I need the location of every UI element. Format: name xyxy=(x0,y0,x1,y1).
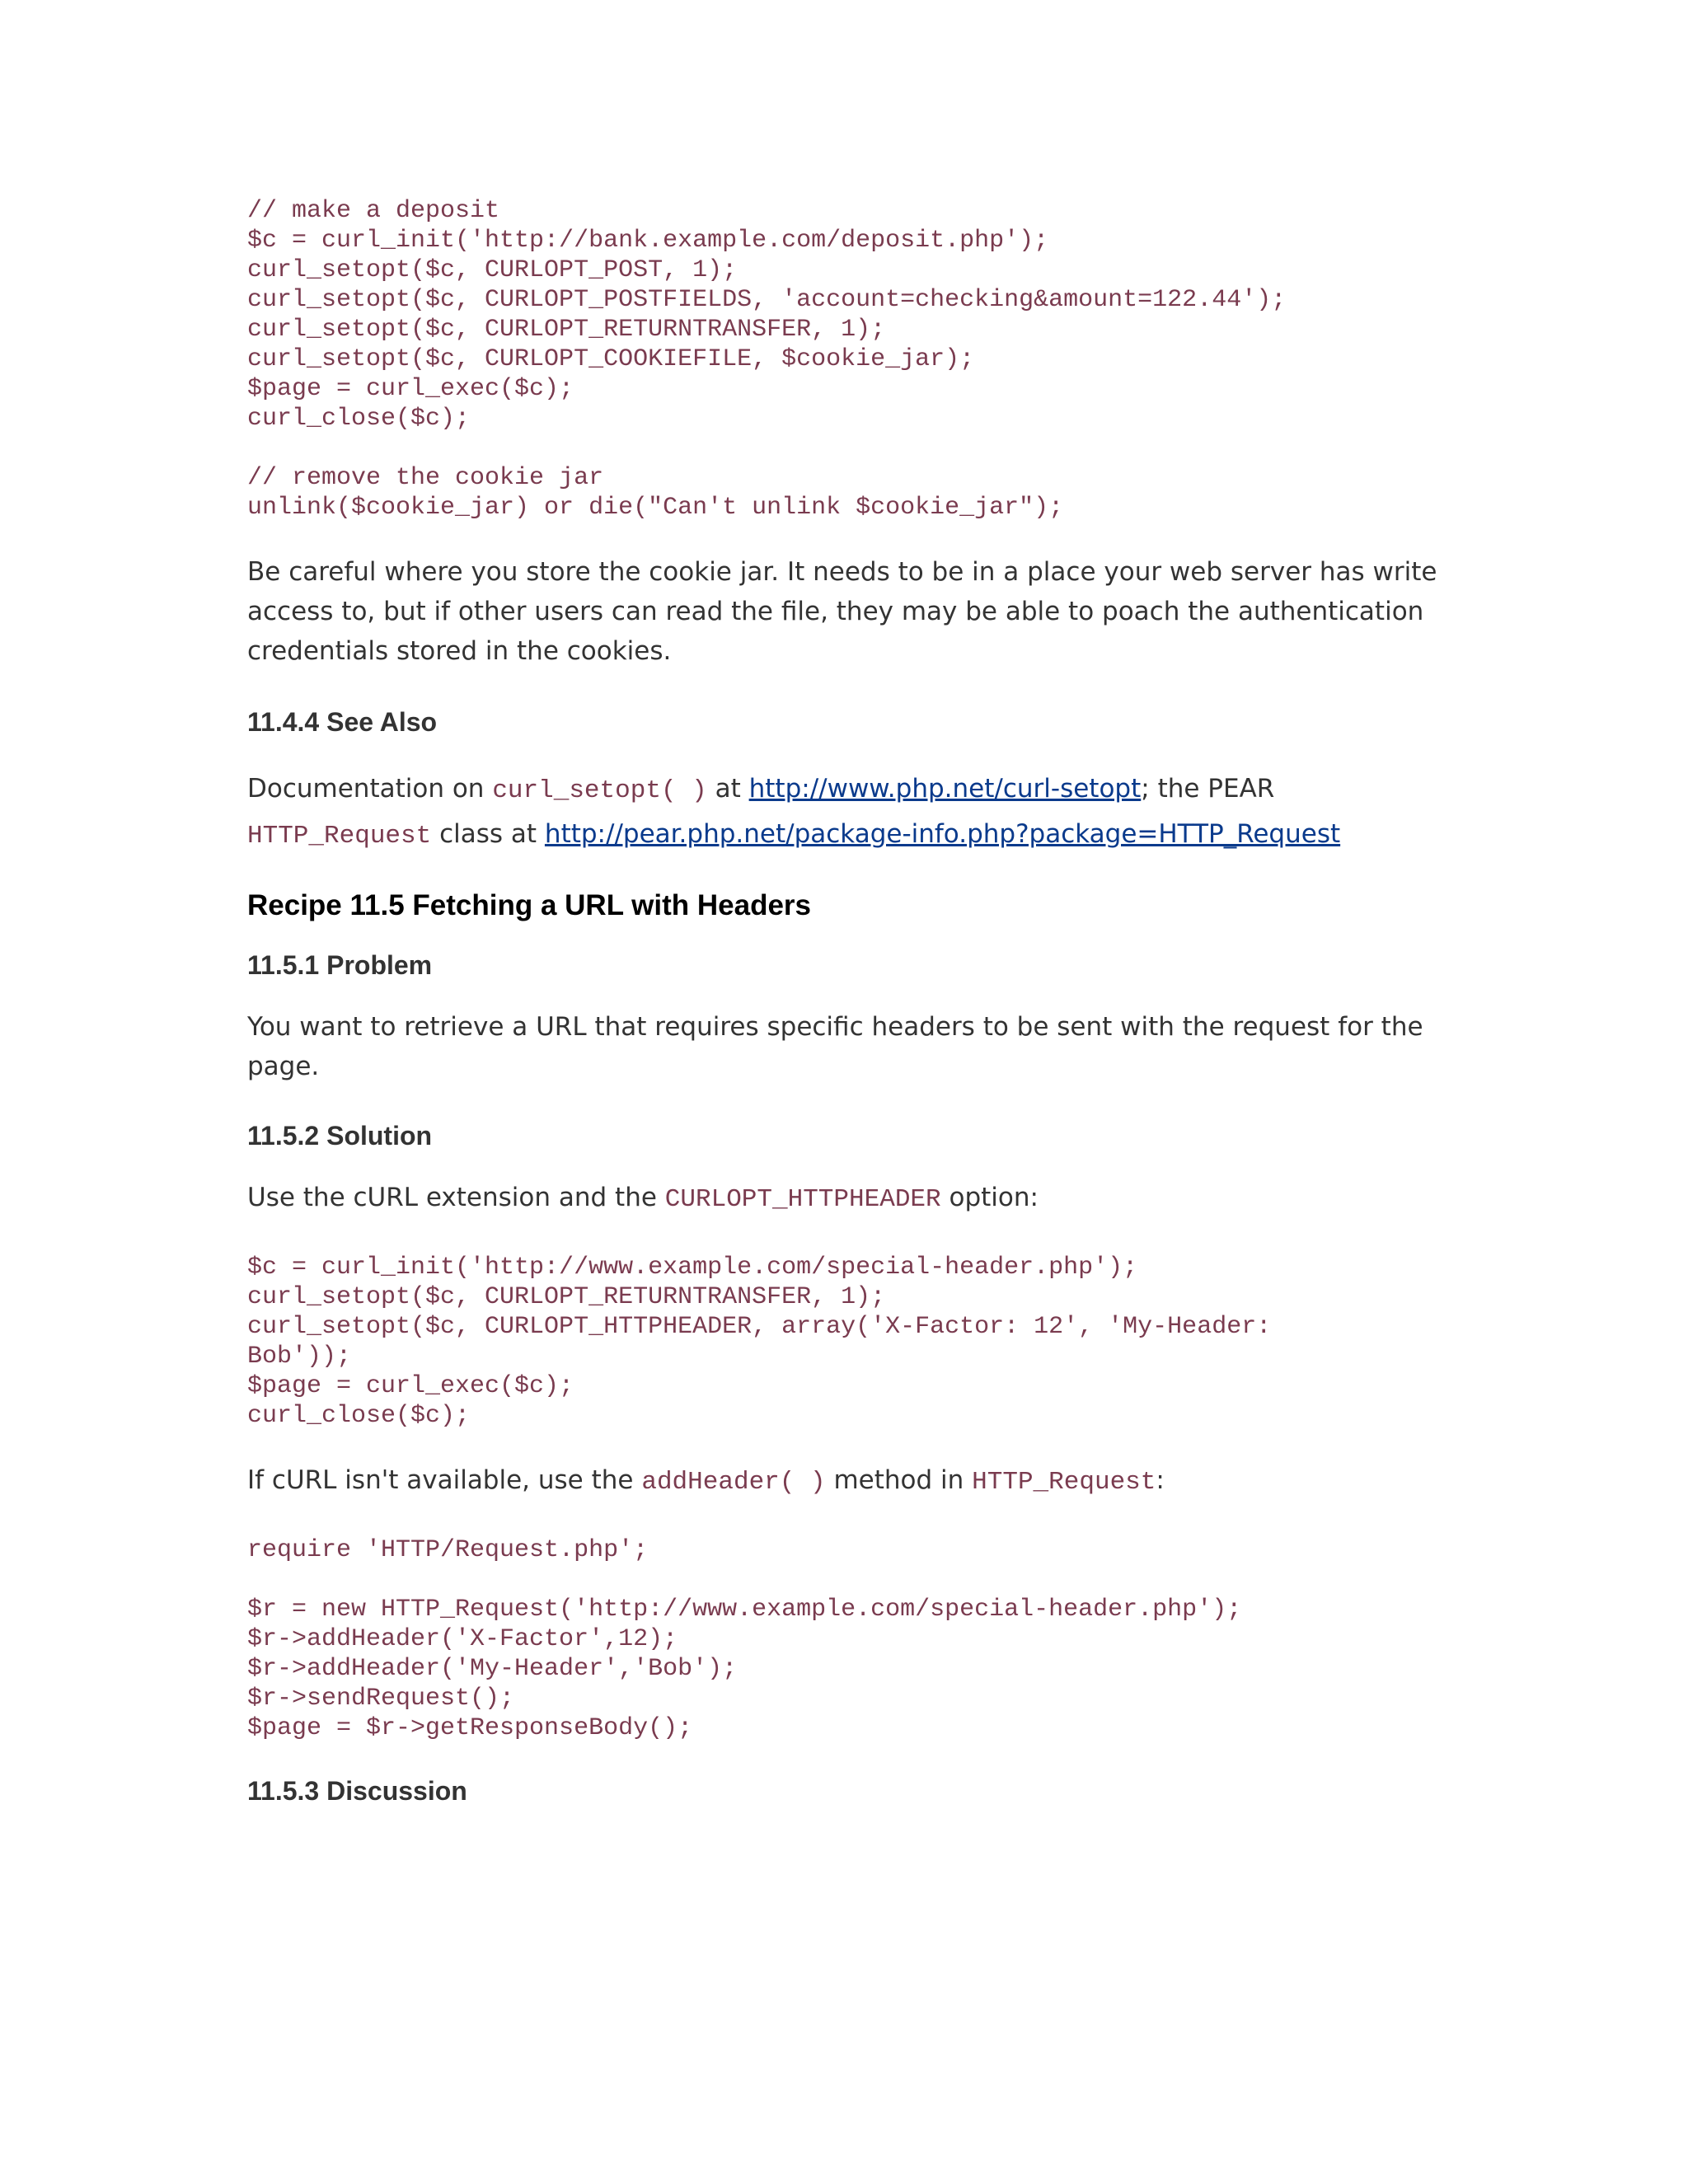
code-line: $c = curl_init('http://www.example.com/special-header.php'); xyxy=(247,1254,1138,1282)
code-line: // make a deposit xyxy=(247,197,500,225)
see-also-text: at xyxy=(706,774,749,804)
code-line: curl_setopt($c, CURLOPT_POSTFIELDS, 'account=checking&amount=122.44'); xyxy=(247,286,1287,314)
code-line: $c = curl_init('http://bank.example.com/deposit.php'); xyxy=(247,227,1049,255)
solution-text: Use the cURL extension and the xyxy=(247,1183,665,1212)
code-block-http-request xyxy=(247,1535,1451,1743)
code-line: require 'HTTP/Request.php'; xyxy=(247,1536,649,1564)
link-php-curl-setopt[interactable]: http://www.php.net/curl-setopt xyxy=(748,774,1142,804)
see-also-text: ; the PEAR xyxy=(1141,774,1275,804)
see-also-paragraph xyxy=(247,767,1451,858)
problem-paragraph: You want to retrieve a URL that requires specific headers to be sent with the request for the page. xyxy=(247,1012,1423,1081)
document-page xyxy=(247,196,1451,1807)
inline-code-curlopt-httpheader: CURLOPT_HTTPHEADER xyxy=(664,1185,941,1214)
code-block-deposit xyxy=(247,196,1451,523)
code-blank-line xyxy=(247,1565,1451,1595)
code-line: curl_setopt($c, CURLOPT_RETURNTRANSFER, 1); xyxy=(247,1283,886,1311)
see-also-text: Documentation on xyxy=(247,774,493,804)
code-line: $page = curl_exec($c); xyxy=(247,1372,574,1400)
discussion-heading: 11.5.3 Discussion xyxy=(247,1776,467,1806)
code-line: curl_setopt($c, CURLOPT_RETURNTRANSFER, 1); xyxy=(247,316,886,344)
solution-text: option: xyxy=(940,1183,1039,1212)
cookie-warning-paragraph: Be careful where you store the cookie jar. It needs to be in a place your web server has write access to, but if other users can read the file, they may be able to poach the authentication credentials stored in the cookies. xyxy=(247,557,1437,666)
code-line: curl_close($c); xyxy=(247,405,471,433)
code-line: curl_setopt($c, CURLOPT_COOKIEFILE, $cookie_jar); xyxy=(247,345,975,373)
solution-heading: 11.5.2 Solution xyxy=(247,1121,433,1151)
code-line: Bob')); xyxy=(247,1343,352,1371)
fallback-text: : xyxy=(1156,1465,1165,1495)
code-line: $r->addHeader('My-Header','Bob'); xyxy=(247,1655,738,1683)
link-pear-http-request[interactable]: http://pear.php.net/package-info.php?package=HTTP_Request xyxy=(544,819,1341,849)
code-line: curl_close($c); xyxy=(247,1402,471,1430)
code-line: curl_setopt($c, CURLOPT_POST, 1); xyxy=(247,256,738,284)
problem-heading: 11.5.1 Problem xyxy=(247,950,433,980)
code-blank-line xyxy=(247,434,1451,463)
inline-code-http-request: HTTP_Request xyxy=(972,1468,1156,1497)
fallback-text: method in xyxy=(825,1465,973,1495)
code-line: $r = new HTTP_Request('http://www.example.com/special-header.php'); xyxy=(247,1596,1242,1624)
inline-code-http-request: HTTP_Request xyxy=(247,822,432,851)
code-block-curl-headers xyxy=(247,1253,1451,1431)
recipe-heading: Recipe 11.5 Fetching a URL with Headers xyxy=(247,889,812,921)
code-line: curl_setopt($c, CURLOPT_HTTPHEADER, array('X-Factor: 12', 'My-Header: xyxy=(247,1313,1272,1341)
fallback-text: If cURL isn't available, use the xyxy=(247,1465,642,1495)
code-line: $r->sendRequest(); xyxy=(247,1685,515,1713)
code-line: // remove the cookie jar xyxy=(247,464,604,492)
code-line: unlink($cookie_jar) or die("Can't unlink $cookie_jar"); xyxy=(247,494,1064,522)
code-line: $page = curl_exec($c); xyxy=(247,375,574,403)
code-line: $r->addHeader('X-Factor',12); xyxy=(247,1625,678,1653)
see-also-heading: 11.4.4 See Also xyxy=(247,707,438,737)
code-line: $page = $r->getResponseBody(); xyxy=(247,1714,693,1742)
see-also-text: class at xyxy=(431,819,545,849)
inline-code-addheader: addHeader( ) xyxy=(641,1468,826,1497)
fallback-intro-paragraph xyxy=(247,1460,1451,1502)
inline-code-curl-setopt: curl_setopt( ) xyxy=(492,776,707,805)
solution-intro-paragraph xyxy=(247,1178,1451,1220)
